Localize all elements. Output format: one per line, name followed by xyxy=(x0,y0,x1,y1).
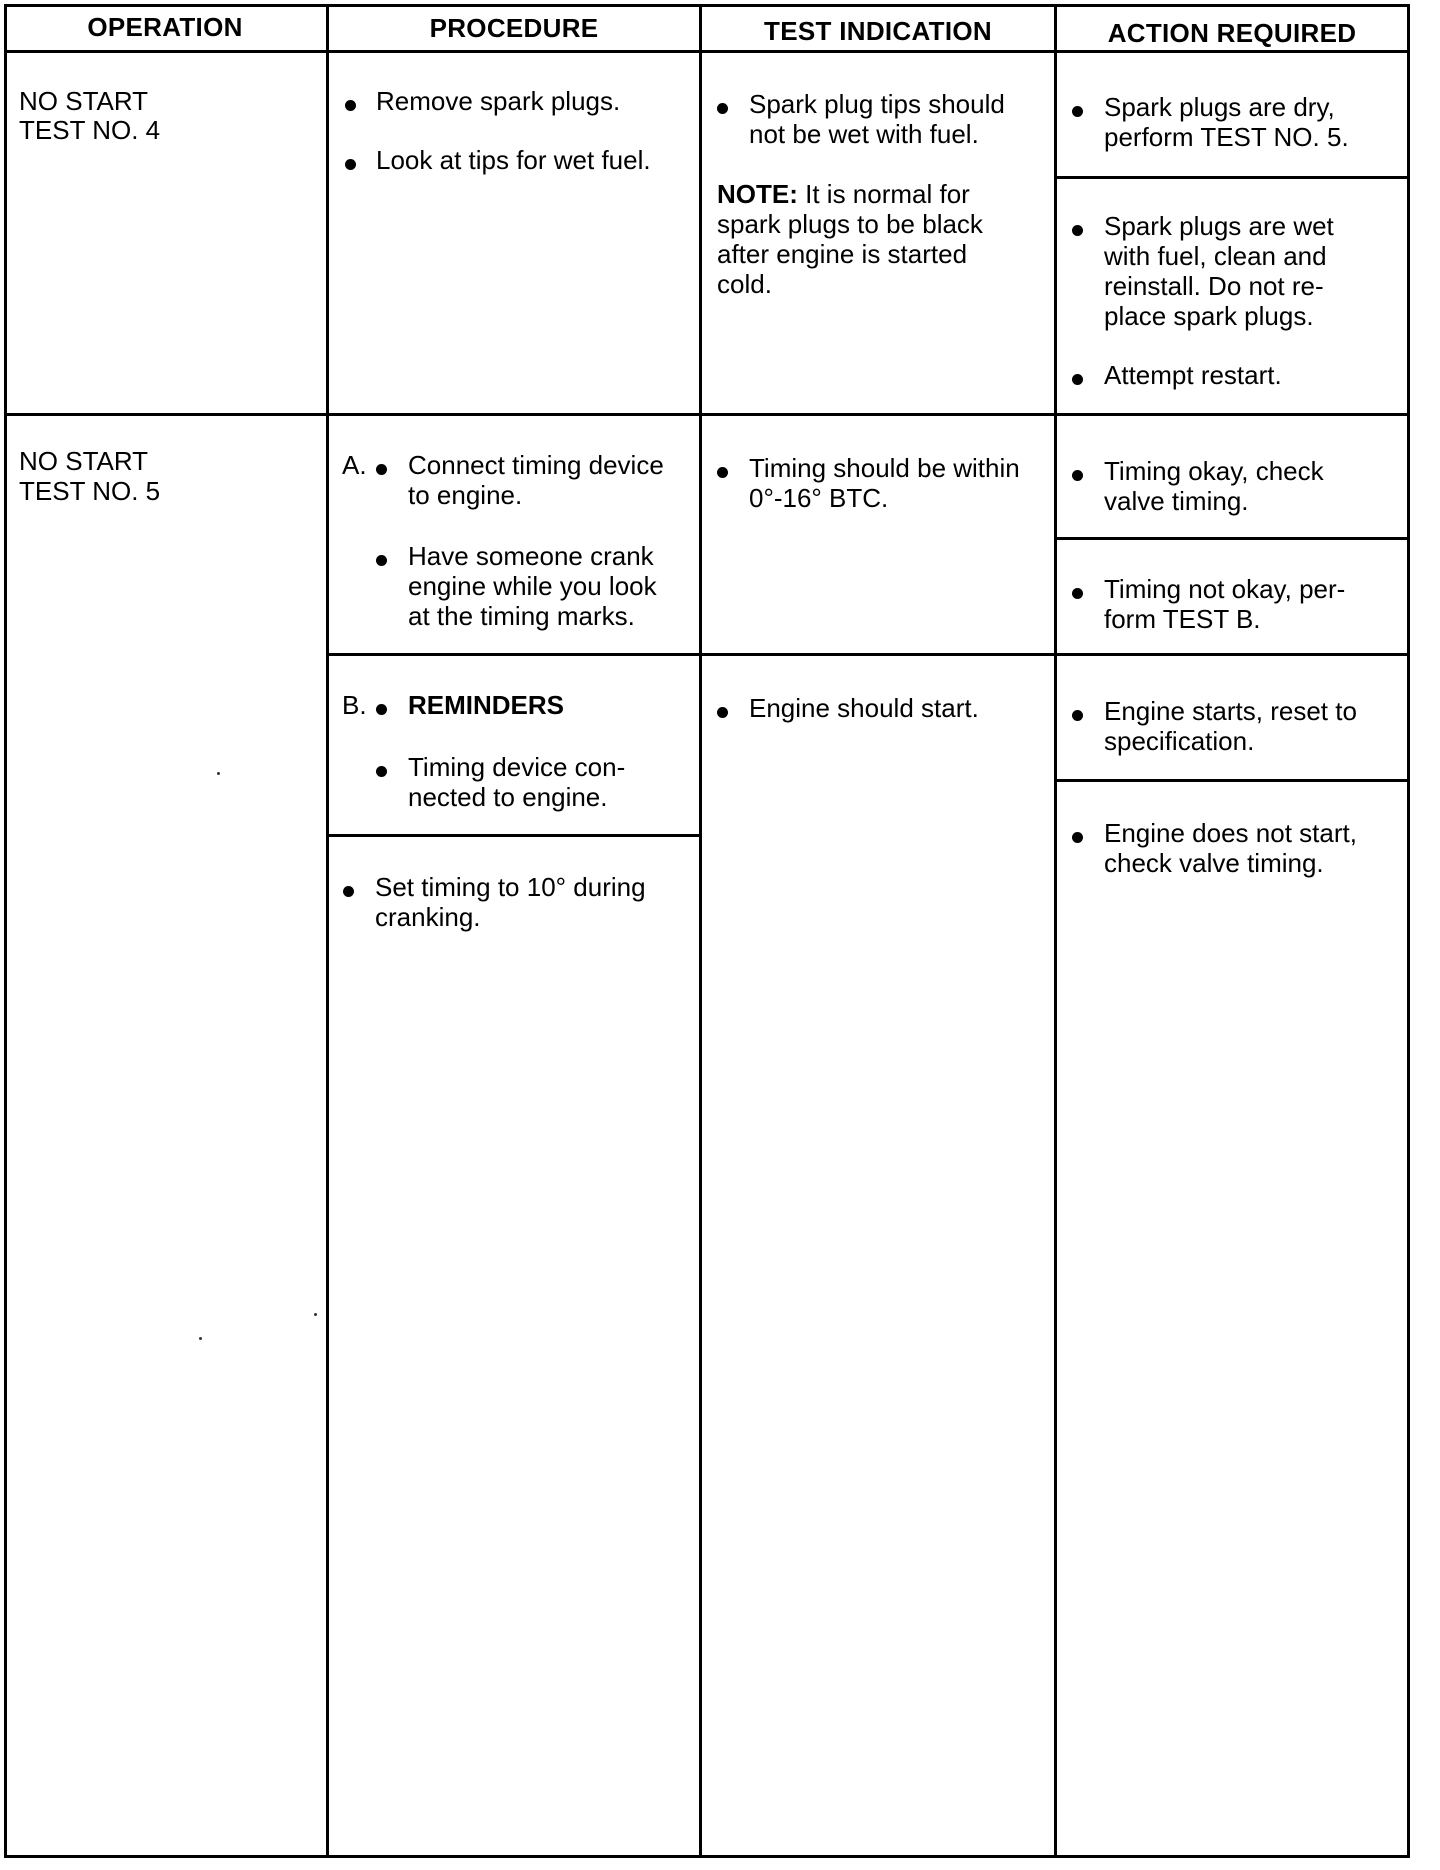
test5-operation-line1: NO START xyxy=(19,446,149,476)
scan-speck xyxy=(199,1337,202,1340)
test4-action2-line: Spark plugs are wet xyxy=(1104,211,1334,241)
test4-procedure-item: Remove spark plugs. xyxy=(376,86,621,116)
bullet-icon xyxy=(1072,588,1083,599)
bullet-icon xyxy=(376,766,387,777)
test5-b-action2-line: check valve timing. xyxy=(1104,848,1324,878)
bullet-icon xyxy=(1072,374,1083,385)
table-right-border xyxy=(1407,4,1410,1858)
test4-indication-line: Spark plug tips should xyxy=(749,89,1005,119)
test5-a-indication-line: Timing should be within xyxy=(749,453,1020,483)
table-top-border xyxy=(4,4,1410,7)
test5-a-item1-line: Connect timing device xyxy=(408,450,664,480)
bullet-icon xyxy=(1072,832,1083,843)
test5-b-item2-line: Set timing to 10° during xyxy=(375,872,646,902)
test5-a-item2-line: engine while you look xyxy=(408,571,657,601)
test5-b-indication: Engine should start. xyxy=(749,693,979,723)
bullet-icon xyxy=(343,886,354,897)
bullet-icon xyxy=(345,159,356,170)
test4-note-line: cold. xyxy=(717,269,772,299)
bullet-icon xyxy=(1072,106,1083,117)
test4-operation-line2: TEST NO. 4 xyxy=(19,115,161,145)
test5-b-procedure-divider xyxy=(326,834,702,837)
bullet-icon xyxy=(376,464,387,475)
test4-action2-line: place spark plugs. xyxy=(1104,301,1314,331)
test4-action3: Attempt restart. xyxy=(1104,360,1282,390)
table-bottom-border xyxy=(4,1855,1410,1858)
test5-operation-line2: TEST NO. 5 xyxy=(19,476,161,506)
bullet-icon xyxy=(1072,470,1083,481)
test5-a-item2-line: at the timing marks. xyxy=(408,601,635,631)
bullet-icon xyxy=(717,707,728,718)
test5-a-action2-line: form TEST B. xyxy=(1104,604,1261,634)
test5-b-action2-line: Engine does not start, xyxy=(1104,818,1357,848)
test5-b-action-divider xyxy=(1054,779,1410,782)
bullet-icon xyxy=(376,704,387,715)
test5-a-item2-line: Have someone crank xyxy=(408,541,654,571)
test4-note-line: after engine is started xyxy=(717,239,968,269)
header-test-indication: TEST INDICATION xyxy=(764,16,992,46)
test5-b-item2-line: cranking. xyxy=(375,902,481,932)
header-action-required: ACTION REQUIRED xyxy=(1107,18,1357,48)
note-text: It is normal for xyxy=(805,179,970,209)
test4-operation-line1: NO START xyxy=(19,86,149,116)
scan-speck xyxy=(217,772,220,775)
test4-note-line1 xyxy=(717,179,970,209)
test5-a-action1-line: valve timing. xyxy=(1104,486,1249,516)
test4-action2-line: reinstall. Do not re- xyxy=(1104,271,1324,301)
bullet-icon xyxy=(345,100,356,111)
test5-a-action2-line: Timing not okay, per- xyxy=(1104,574,1346,604)
test4-action1-line: Spark plugs are dry, xyxy=(1104,92,1335,122)
bullet-icon xyxy=(376,555,387,566)
test4-note-line: spark plugs to be black xyxy=(717,209,983,239)
bullet-icon xyxy=(1072,225,1083,236)
row-divider-test4-test5 xyxy=(4,413,1410,416)
test5-a-action-divider xyxy=(1054,537,1410,540)
test5-b-item1-line: Timing device con- xyxy=(408,752,626,782)
test5-b-action1-line: specification. xyxy=(1104,726,1255,756)
test4-procedure-item: Look at tips for wet fuel. xyxy=(376,145,651,175)
test5-b-item1-line: nected to engine. xyxy=(408,782,608,812)
header-procedure: PROCEDURE xyxy=(429,13,599,43)
header-operation: OPERATION xyxy=(87,12,243,42)
scan-speck xyxy=(314,1313,317,1316)
col-divider-3 xyxy=(1054,4,1057,1858)
test4-indication-line: not be wet with fuel. xyxy=(749,119,979,149)
test5-a-item1-line: to engine. xyxy=(408,480,523,510)
test5-a-indication-line: 0°-16° BTC. xyxy=(749,483,889,513)
test4-action2-line: with fuel, clean and xyxy=(1104,241,1327,271)
test5-a-prefix: A. xyxy=(342,450,367,480)
test5-a-action1-line: Timing okay, check xyxy=(1104,456,1324,486)
test5-ab-divider xyxy=(326,653,1410,656)
test4-action-divider xyxy=(1054,176,1410,179)
header-divider xyxy=(4,50,1410,53)
bullet-icon xyxy=(717,103,728,114)
bullet-icon xyxy=(717,467,728,478)
table-left-border xyxy=(4,4,7,1858)
col-divider-1 xyxy=(326,4,329,1858)
test5-b-reminders: REMINDERS xyxy=(408,690,565,720)
bullet-icon xyxy=(1072,710,1083,721)
test5-b-prefix: B. xyxy=(342,690,367,720)
note-label: NOTE: xyxy=(717,179,798,209)
test5-b-action1-line: Engine starts, reset to xyxy=(1104,696,1357,726)
col-divider-2 xyxy=(699,4,702,1858)
test4-action1-line: perform TEST NO. 5. xyxy=(1104,122,1349,152)
